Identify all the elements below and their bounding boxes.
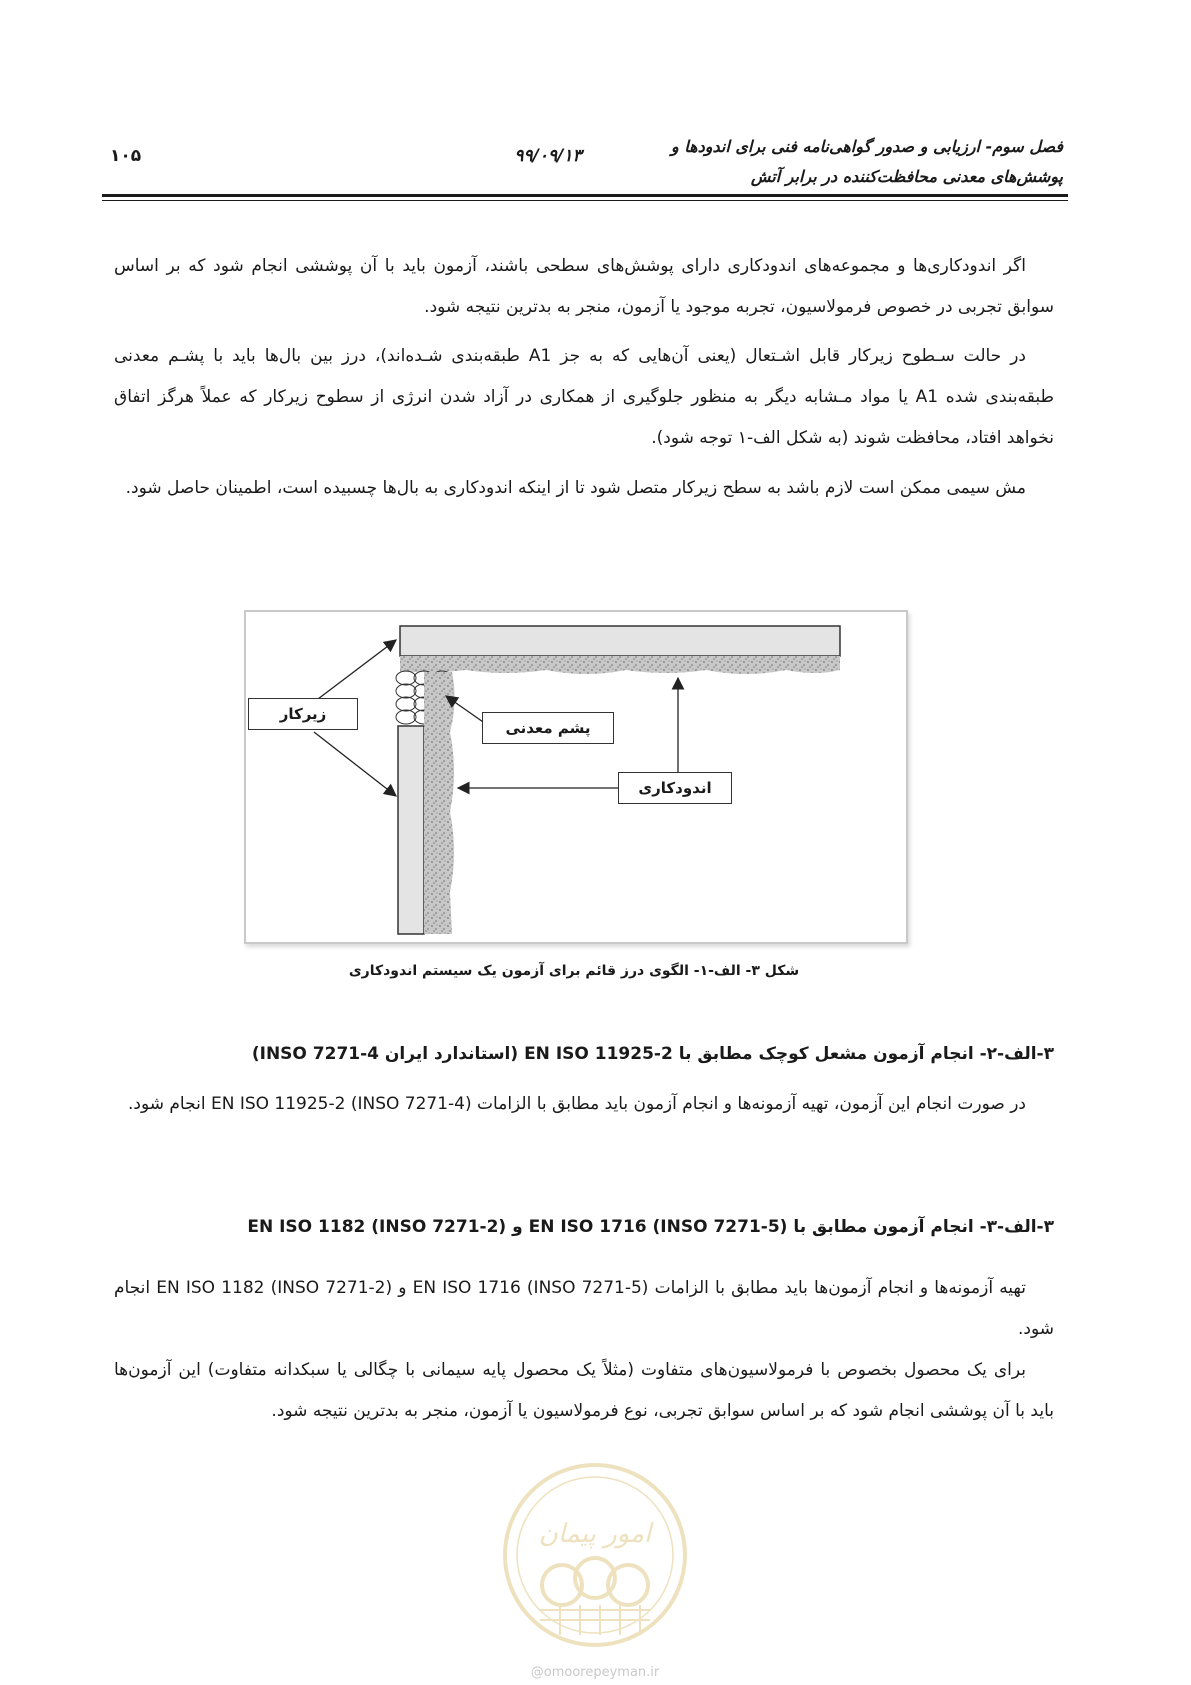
label-render-text: اندودکاری — [638, 779, 712, 797]
paragraph-small-flame — [114, 1084, 1054, 1125]
vertical-substrate — [398, 726, 424, 934]
page-number: ۱۰۵ — [110, 146, 142, 166]
paragraph-bomb-calorimeter — [114, 1268, 1054, 1350]
header-rule-thin — [102, 200, 1068, 201]
horizontal-render — [400, 656, 840, 674]
paragraph-coatings — [114, 246, 1054, 328]
paragraph-coatings-text: اگر اندودکاری‌ها و مجموعه‌های اندودکاری دارای پوشش‌های سطحی باشند، آزمون باید با آن پوششی انجام شود که بر اساس سوابق تجربی در خصوص فرمولاسیون، تجربه موجود یا آزمون، منجر به بدترین نتیجه شود. — [114, 256, 1054, 317]
chapter-title-line2: پوشش‌های معدنی محافظت‌کننده در برابر آتش — [750, 167, 1063, 186]
paragraph-bomb-calorimeter-text: تهیه آزمونه‌ها و انجام آزمون‌ها باید مطابق با الزامات EN ISO 1716 (INSO 7271-5) و EN ISO 1182 (INSO 7271-2) انجام شود. — [114, 1278, 1054, 1339]
watermark-logo-text: امور پیمان — [538, 1519, 652, 1549]
watermark-logo — [500, 1460, 690, 1650]
figure-caption: شکل ۳- الف-۱- الگوی درز قائم برای آزمون یک سیستم اندودکاری — [348, 963, 800, 979]
label-render — [618, 772, 732, 804]
paragraph-formulations — [114, 1350, 1054, 1432]
vertical-joint-figure — [244, 610, 908, 944]
paragraph-formulations-text: برای یک محصول بخصوص با فرمولاسیون‌های متفاوت (مثلاً یک محصول پایه سیمانی با چگالی یا سبکدانه متفاوت) این آزمون‌ها باید با آن پوششی انجام شود که بر اساس سوابق تجربی، نوع فرمولاسیون یا آزمون، منجر به بدترین نتیجه شود. — [114, 1360, 1054, 1421]
paragraph-wire-mesh-text: مش سیمی ممکن است لازم باشد به سطح زیرکار متصل شود تا از اینکه اندودکاری به بال‌ها چسبیده است، اطمینان حاصل شود. — [125, 478, 1026, 498]
paragraph-wire-mesh — [114, 468, 1054, 509]
section-heading-bomb-calorimeter: ۳-الف-۳- انجام آزمون مطابق با EN ISO 1716 (INSO 7271-5) و EN ISO 1182 (INSO 7271-2) — [247, 1217, 1054, 1237]
chapter-title-line1: فصل سوم- ارزیابی و صدور گواهی‌نامه فنی برای اندودها و — [671, 137, 1063, 156]
header-date: ۹۹/۰۹/۱۳ — [514, 146, 582, 166]
arrow-substrate-top — [314, 640, 396, 702]
paragraph-combustible-substrates-text: در حالت سـطوح زیرکار قابل اشـتعال (یعنی آن‌هایی که به جز A1 طبقه‌بندی شـده‌اند)، درز بین بال‌ها باید با پشـم معدنی طبقه‌بندی شده A1 یا مواد مـشابه دیگر به منظور جلوگیری از همکاری در آزاد شدن انرژی از سطوح زیرکار که عملاً هرگز اتفاق نخواهد افتاد، محافظت شوند (به شکل الف-۱ توجه شود). — [114, 346, 1054, 448]
joint-diagram — [246, 612, 906, 942]
paragraph-small-flame-text: در صورت انجام این آزمون، تهیه آزمونه‌ها و انجام آزمون باید مطابق با الزامات EN ISO 11925-2 (INSO 7271-4) انجام شود. — [128, 1094, 1026, 1114]
vertical-render — [424, 672, 455, 934]
header-rule — [102, 194, 1068, 197]
section-heading-small-flame: ۳-الف-۲- انجام آزمون مشعل کوچک مطابق با EN ISO 11925-2 (استاندارد ایران INSO 7271-4) — [251, 1044, 1054, 1064]
label-mineral-wool — [482, 712, 614, 744]
paragraph-combustible-substrates — [114, 336, 1054, 459]
label-substrate — [248, 698, 358, 730]
label-mineral-wool-text: پشم معدنی — [505, 719, 591, 737]
label-substrate-text: زیرکار — [279, 705, 327, 723]
horizontal-substrate — [400, 626, 840, 656]
watermark-handle: @omoorepeyman.ir — [530, 1665, 660, 1680]
arrow-substrate-bottom — [314, 732, 396, 796]
